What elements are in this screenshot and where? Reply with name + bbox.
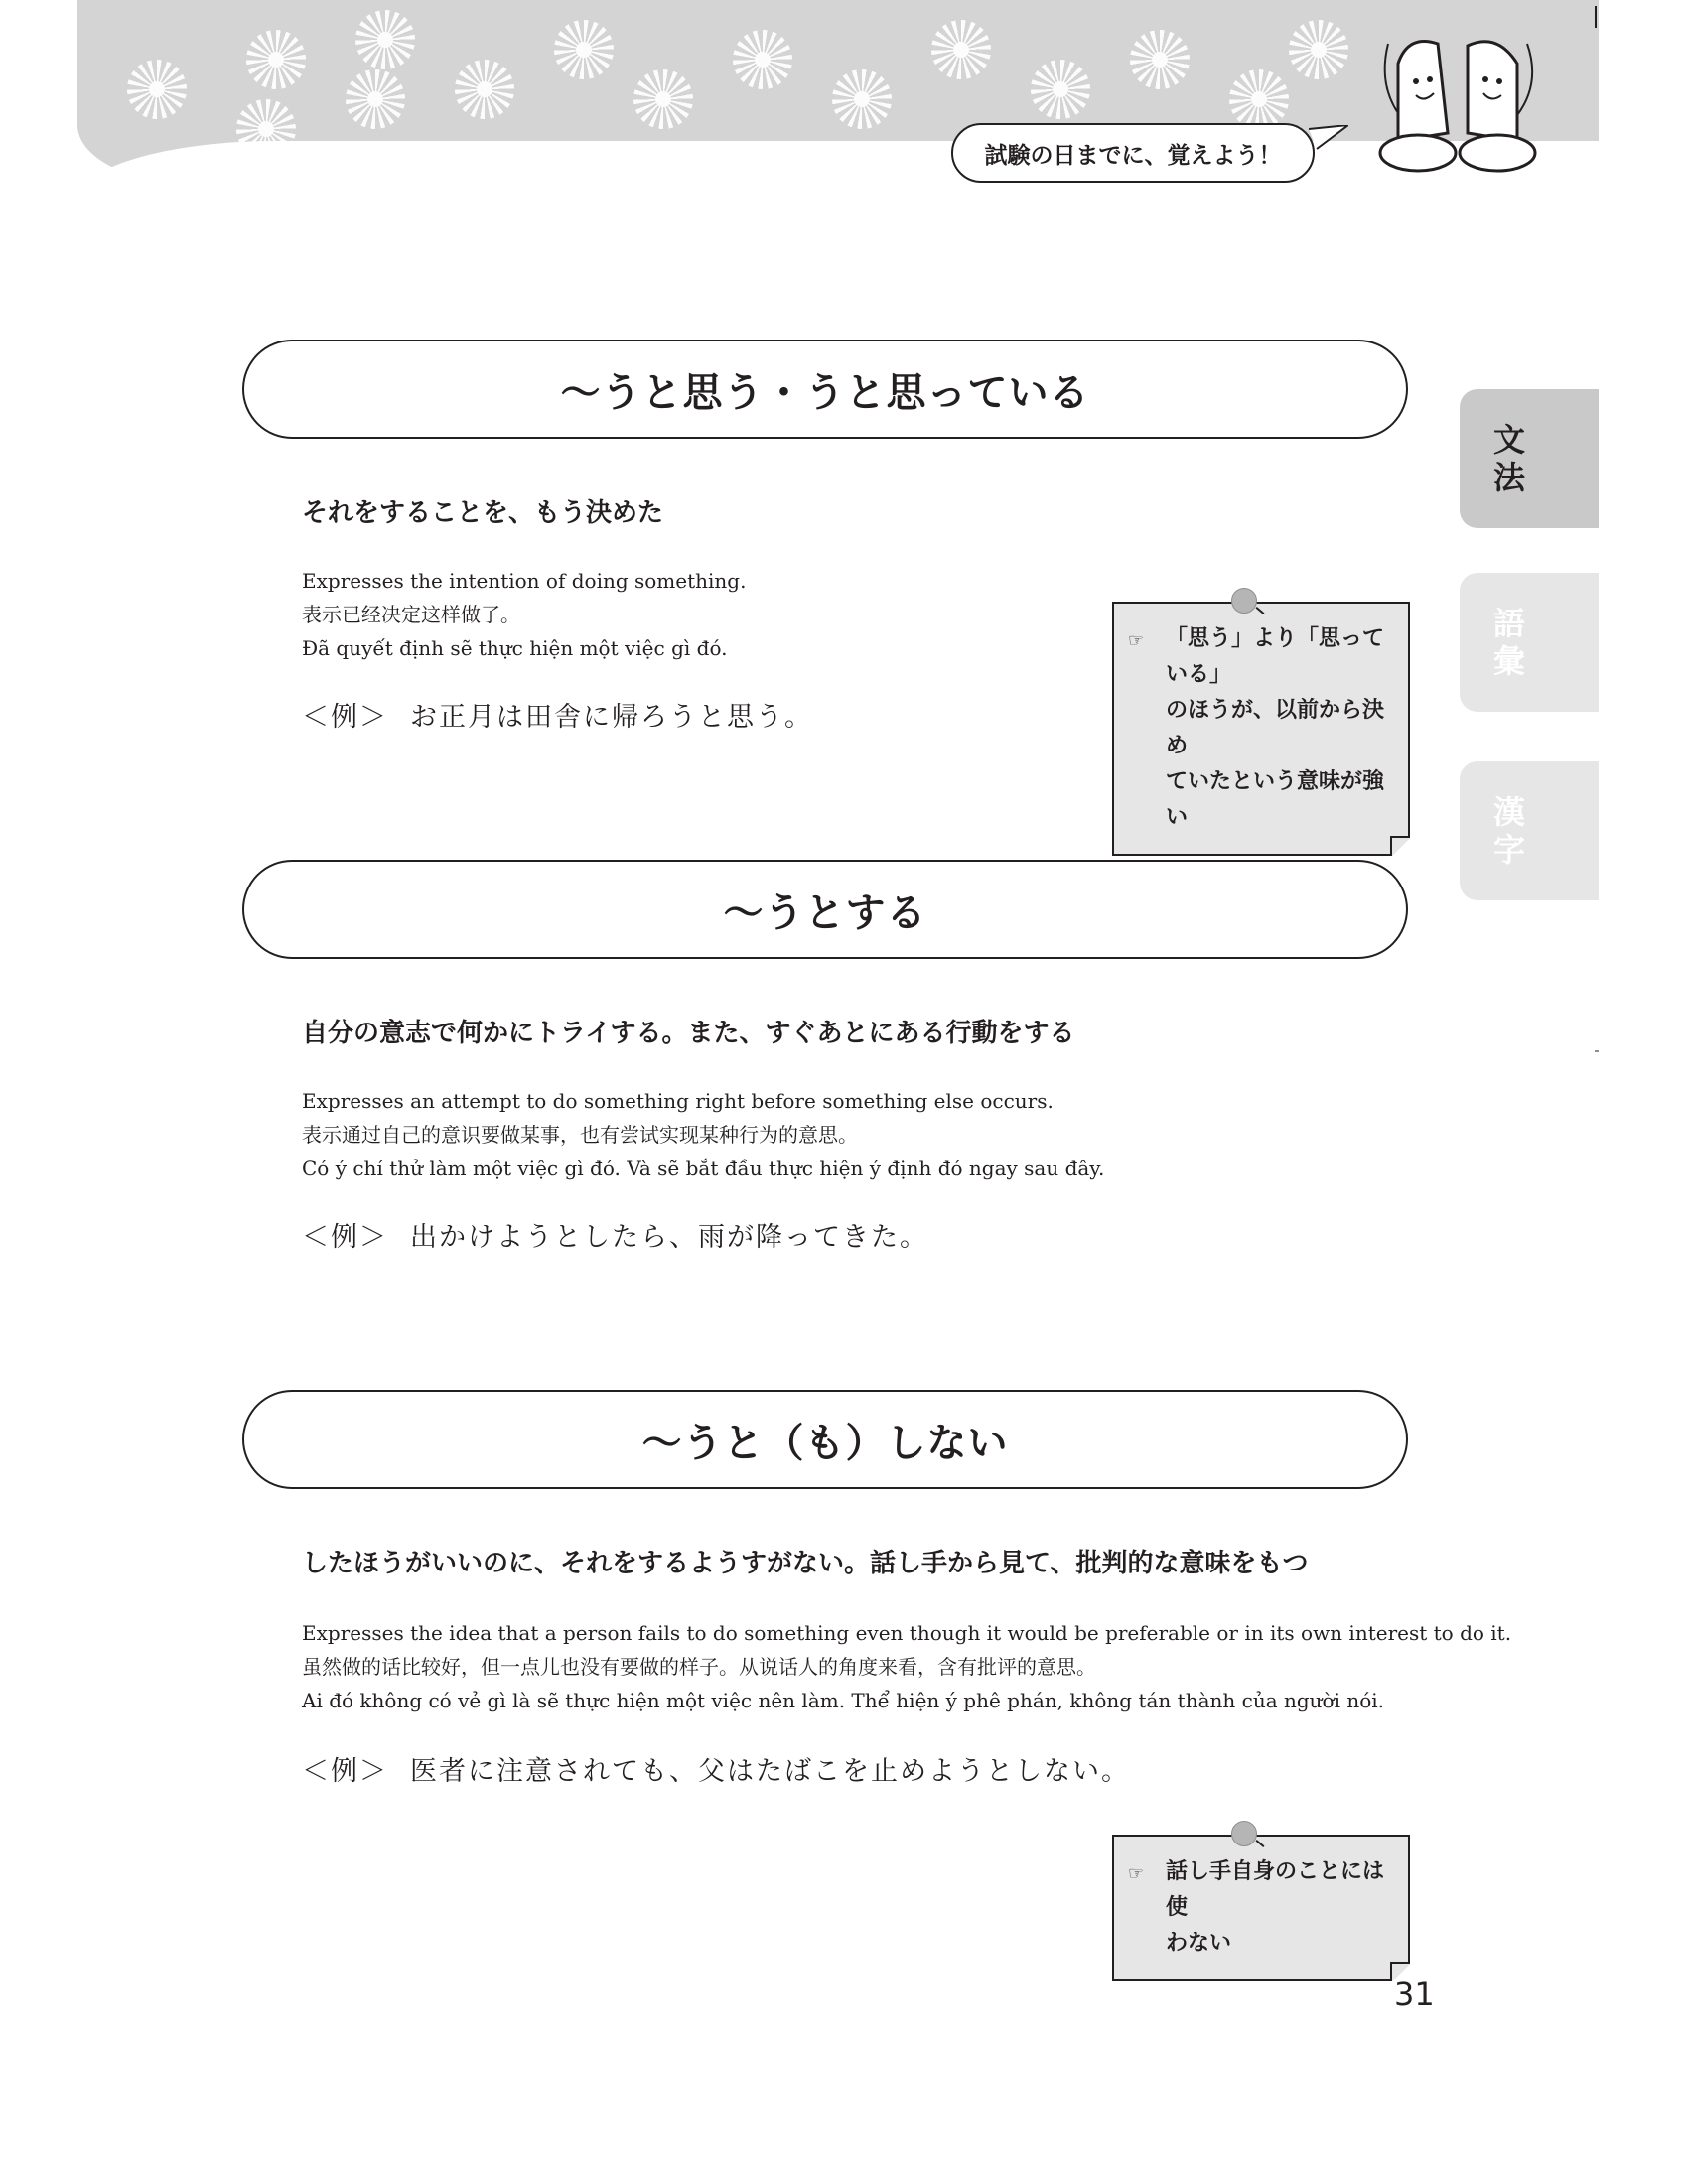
description-vietnamese: Đã quyết định sẽ thực hiện một việc gì đó. bbox=[302, 636, 728, 660]
flower-decoration bbox=[1289, 20, 1348, 79]
note-box bbox=[1112, 1835, 1410, 1981]
flower-decoration bbox=[633, 69, 693, 129]
flower-decoration bbox=[346, 69, 405, 129]
pin-needle bbox=[1256, 1840, 1265, 1847]
note-line: 話し手自身のことには使 bbox=[1166, 1859, 1385, 1920]
section-title: 〜うと思う・うと思っている bbox=[560, 369, 1090, 416]
side-tab-char: 漢 bbox=[1492, 792, 1525, 831]
pin-icon bbox=[1231, 1821, 1257, 1846]
example-tag: ＜例＞ bbox=[302, 702, 388, 733]
side-tab-char: 語 bbox=[1492, 604, 1525, 642]
description-english: Expresses the idea that a person fails to do something even though it would be preferable or in its own interest to do it. bbox=[302, 1621, 1512, 1645]
note-folded-corner bbox=[1390, 836, 1410, 856]
note-line: のほうが、以前から決め bbox=[1166, 698, 1385, 758]
example-sentence bbox=[302, 695, 813, 734]
side-tab-char: 彙 bbox=[1492, 642, 1525, 680]
side-tab-char: 字 bbox=[1492, 831, 1525, 869]
section-title-pill bbox=[242, 860, 1408, 959]
section-title: 〜うと（も）しない bbox=[641, 1420, 1009, 1466]
flower-decoration bbox=[931, 20, 991, 79]
section-title-pill bbox=[242, 340, 1408, 439]
side-tab-char: 法 bbox=[1492, 459, 1525, 496]
edge-mark bbox=[1595, 1050, 1599, 1052]
flower-decoration bbox=[1130, 30, 1190, 89]
example-sentence bbox=[302, 1215, 928, 1254]
side-tab-char: 文 bbox=[1492, 420, 1525, 459]
section-subtitle: したほうがいいのに、それをするようすがない。話し手から見て、批判的な意味をもつ bbox=[302, 1549, 1309, 1578]
note-line: 「思う」より「思っている」 bbox=[1166, 626, 1385, 687]
page-number: 31 bbox=[1394, 1976, 1435, 2013]
description-chinese: 表示已经决定这样做了。 bbox=[302, 603, 520, 626]
flower-decoration bbox=[1031, 60, 1090, 119]
example-sentence bbox=[302, 1749, 1130, 1788]
flower-decoration bbox=[246, 30, 306, 89]
flower-decoration bbox=[554, 20, 614, 79]
flower-decoration bbox=[1229, 69, 1289, 129]
pointing-hand-icon: ☞ bbox=[1128, 630, 1145, 651]
header-bubble-text: 試験の日までに、覚えよう！ bbox=[984, 142, 1282, 169]
flower-decoration bbox=[455, 60, 514, 119]
flower-decoration bbox=[733, 30, 792, 89]
section-subtitle: それをすることを、もう決めた bbox=[302, 498, 664, 528]
section-description bbox=[302, 1616, 1511, 1717]
flower-decoration bbox=[127, 60, 187, 119]
description-english: Expresses the intention of doing something. bbox=[302, 569, 747, 593]
section-title: 〜うとする bbox=[723, 889, 927, 936]
note-box bbox=[1112, 602, 1410, 856]
section-title-pill bbox=[242, 1390, 1408, 1489]
description-vietnamese: Có ý chí thử làm một việc gì đó. Và sẽ bắt đầu thực hiện ý định đó ngay sau đây. bbox=[302, 1157, 1105, 1180]
crop-mark bbox=[1595, 6, 1597, 28]
note-line: ていたという意味が強い bbox=[1166, 769, 1385, 830]
flower-decoration bbox=[832, 69, 892, 129]
side-tab-vocabulary[interactable] bbox=[1460, 573, 1599, 712]
side-tab-grammar[interactable] bbox=[1460, 389, 1599, 528]
example-text: 出かけようとしたら、雨が降ってきた。 bbox=[410, 1222, 928, 1253]
example-text: 医者に注意されても、父はたばこを止めようとしない。 bbox=[410, 1756, 1130, 1787]
note-line: わない bbox=[1166, 1931, 1232, 1956]
side-tab-kanji[interactable] bbox=[1460, 761, 1599, 900]
description-chinese: 虽然做的话比较好，但一点儿也没有要做的样子。从说话人的角度来看，含有批评的意思。 bbox=[302, 1655, 1096, 1679]
header-speech-bubble bbox=[951, 123, 1315, 183]
pin-needle bbox=[1256, 607, 1265, 614]
section-description bbox=[302, 1084, 1104, 1185]
example-text: お正月は田舎に帰ろうと思う。 bbox=[410, 702, 813, 733]
flower-decoration bbox=[355, 10, 415, 69]
pin-icon bbox=[1231, 588, 1257, 614]
speech-bubble-tail bbox=[1309, 125, 1348, 151]
example-tag: ＜例＞ bbox=[302, 1222, 388, 1253]
description-english: Expresses an attempt to do something right before something else occurs. bbox=[302, 1089, 1054, 1113]
pointing-hand-icon: ☞ bbox=[1128, 1863, 1145, 1884]
example-tag: ＜例＞ bbox=[302, 1756, 388, 1787]
section-subtitle: 自分の意志で何かにトライする。また、すぐあとにある行動をする bbox=[302, 1019, 1075, 1048]
section-description bbox=[302, 564, 746, 665]
description-chinese: 表示通过自己的意识要做某事，也有尝试实现某种行为的意思。 bbox=[302, 1123, 858, 1147]
description-vietnamese: Ai đó không có vẻ gì là sẽ thực hiện một việc nên làm. Thể hiện ý phê phán, không tán thành của người nói. bbox=[302, 1689, 1385, 1712]
mascot-illustration bbox=[1358, 24, 1557, 183]
